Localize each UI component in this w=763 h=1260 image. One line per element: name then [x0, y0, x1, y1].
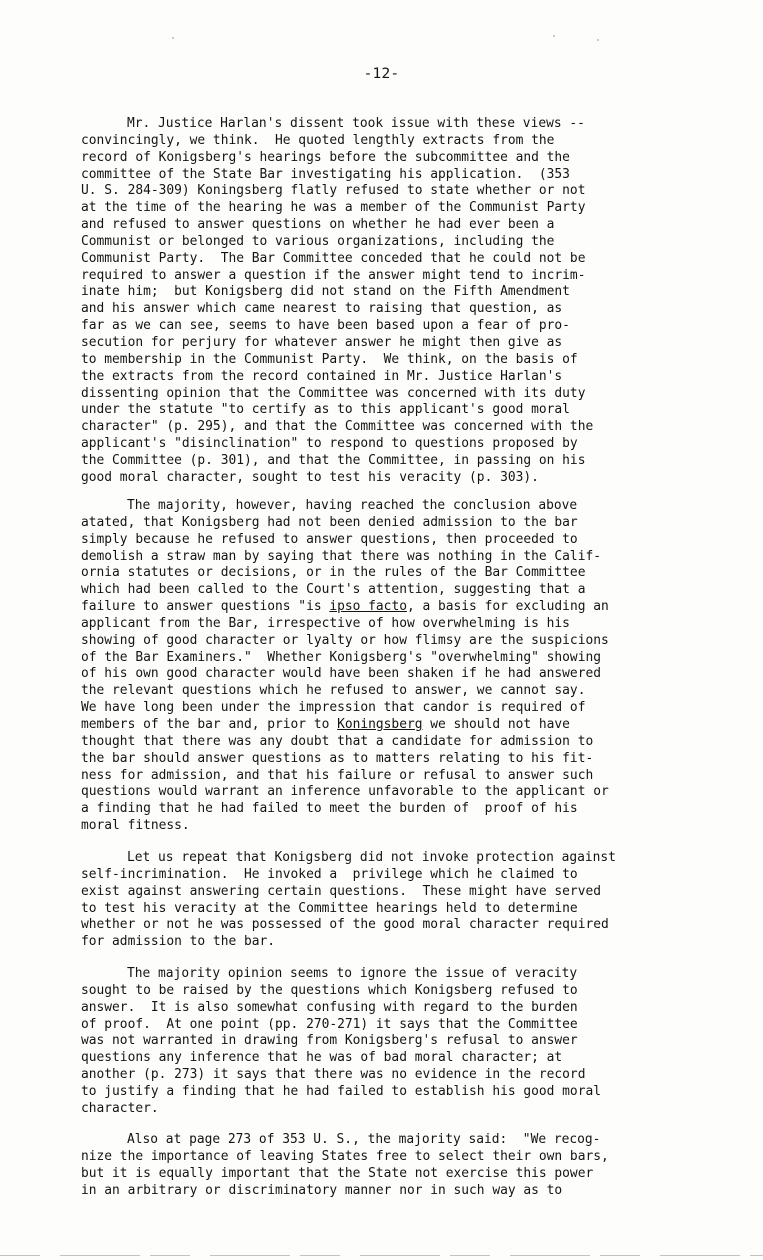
text-line: of the Bar Examiners." Whether Konigsberg's "overwhelming" showing — [81, 649, 601, 665]
text-line: thought that there was any doubt that a candidate for admission to — [81, 733, 594, 749]
text-line: Communist or belonged to various organizations, including the — [81, 233, 555, 249]
text-line: The majority, however, having reached the conclusion above — [127, 498, 578, 513]
text-line: inate him; but Konigsberg did not stand on the Fifth Amendment — [81, 284, 570, 300]
text-segment: we should not have — [422, 716, 570, 732]
text-line: showing of good character or lyalty or how flimsy are the suspicions — [81, 632, 609, 648]
text-line-with-underline — [81, 599, 721, 616]
text-line: Communist Party. The Bar Committee conceded that he could not be — [81, 250, 586, 266]
text-line: at the time of the hearing he was a member of the Communist Party — [81, 200, 586, 216]
text-line: of his own good character would have been shaken if he had answered — [81, 666, 601, 682]
text-line: sought to be raised by the questions which Konigsberg refused to — [81, 982, 578, 998]
text-line: questions would warrant an inference unfavorable to the applicant or — [81, 784, 609, 800]
text-line: and his answer which came nearest to raising that question, as — [81, 301, 563, 317]
text-segment: , a basis for excluding an — [406, 599, 609, 615]
paragraph-veracity — [81, 966, 721, 1118]
text-line: was not warranted in drawing from Konigsberg's refusal to answer — [81, 1033, 578, 1049]
text-line: ornia statutes or decisions, or in the rules of the Bar Committee — [81, 565, 586, 581]
text-segment: failure to answer questions "is — [81, 599, 330, 615]
text-line: the Committee (p. 301), and that the Committee, in passing on his — [81, 452, 586, 468]
text-line: Also at page 273 of 353 U. S., the majority said: "We recog- — [127, 1132, 601, 1147]
text-line: the bar should answer questions as to matters relating to his fit- — [81, 750, 594, 766]
text-line: required to answer a question if the answer might tend to incrim- — [81, 267, 586, 283]
text-line: applicant from the Bar, irrespective of how overwhelming is his — [81, 615, 570, 631]
paragraph-majority-conclusion — [81, 498, 721, 835]
text-line: to test his veracity at the Committee hearings held to determine — [81, 900, 578, 916]
text-line: ness for admission, and that his failure or refusal to answer such — [81, 767, 594, 783]
text-line: applicant's "disinclination" to respond to questions proposed by — [81, 436, 578, 452]
underlined-term: ipso facto — [329, 599, 407, 615]
text-line: committee of the State Bar investigating his application. (353 — [81, 166, 570, 182]
text-line: dissenting opinion that the Committee was concerned with its duty — [81, 385, 586, 401]
text-line: far as we can see, seems to have been based upon a fear of pro- — [81, 318, 570, 334]
page-number: -12- — [363, 66, 400, 82]
text-line: The majority opinion seems to ignore the issue of veracity — [127, 966, 578, 981]
text-line: of proof. At one point (pp. 270-271) it says that the Committee — [81, 1016, 578, 1032]
text-line: moral fitness. — [81, 818, 190, 834]
text-line: record of Konigsberg's hearings before the subcommittee and the — [81, 149, 570, 165]
text-line: whether or not he was possessed of the good moral character required — [81, 917, 609, 933]
text-line: the relevant questions which he refused to answer, we cannot say. — [81, 683, 586, 699]
text-line: in an arbitrary or discriminatory manner nor in such way as to — [81, 1182, 563, 1198]
underlined-case-name: Koningsberg — [337, 716, 423, 732]
text-line: convincingly, we think. He quoted lengthly extracts from the — [81, 132, 555, 148]
text-line: nize the importance of leaving States free to select their own bars, — [81, 1148, 609, 1164]
page-bottom-edge — [0, 1255, 763, 1256]
text-line: a finding that he had failed to meet the burden of proof of his — [81, 801, 578, 817]
text-line: simply because he refused to answer questions, then proceeded to — [81, 531, 578, 547]
text-line: demolish a straw man by saying that there was nothing in the Calif- — [81, 548, 601, 564]
scan-speck — [553, 35, 555, 37]
text-line: character. — [81, 1100, 159, 1116]
text-line: but it is equally important that the State not exercise this power — [81, 1165, 594, 1181]
text-line: atated, that Konigsberg had not been denied admission to the bar — [81, 514, 578, 530]
text-line: which had been called to the Court's attention, suggesting that a — [81, 582, 586, 598]
text-line: questions any inference that he was of bad moral character; at — [81, 1050, 563, 1066]
text-line: character" (p. 295), and that the Committee was concerned with the — [81, 419, 594, 435]
text-line: under the statute "to certify as to this applicant's good moral — [81, 402, 570, 418]
text-line: good moral character, sought to test his veracity (p. 303). — [81, 469, 539, 485]
text-line: to membership in the Communist Party. We think, on the basis of — [81, 351, 578, 367]
text-line: to justify a finding that he had failed to establish his good moral — [81, 1083, 601, 1099]
text-line: answer. It is also somewhat confusing with regard to the burden — [81, 999, 578, 1015]
text-line: the extracts from the record contained in Mr. Justice Harlan's — [81, 368, 563, 384]
text-line: exist against answering certain questions. These might have served — [81, 883, 601, 899]
text-line: another (p. 273) it says that there was no evidence in the record — [81, 1067, 586, 1083]
scan-speck — [597, 39, 599, 41]
paragraph-page-273 — [81, 1132, 721, 1199]
paragraph-self-incrimination — [81, 850, 721, 951]
text-line: and refused to answer questions on whether he had ever been a — [81, 217, 555, 233]
text-line-with-underline — [81, 717, 721, 734]
text-line: U. S. 284-309) Koningsberg flatly refused to state whether or not — [81, 183, 586, 199]
scan-speck — [172, 37, 174, 39]
text-line: Mr. Justice Harlan's dissent took issue with these views -- — [127, 116, 585, 131]
text-line: self-incrimination. He invoked a privilege which he claimed to — [81, 866, 578, 882]
text-line: secution for perjury for whatever answer he might then give as — [81, 334, 563, 350]
text-segment: members of the bar and, prior to — [81, 716, 338, 732]
paragraph-harlan-dissent — [81, 116, 721, 487]
text-line: for admission to the bar. — [81, 934, 276, 950]
text-line: Let us repeat that Konigsberg did not invoke protection against — [127, 850, 616, 865]
text-line: We have long been under the impression that candor is required of — [81, 700, 586, 716]
